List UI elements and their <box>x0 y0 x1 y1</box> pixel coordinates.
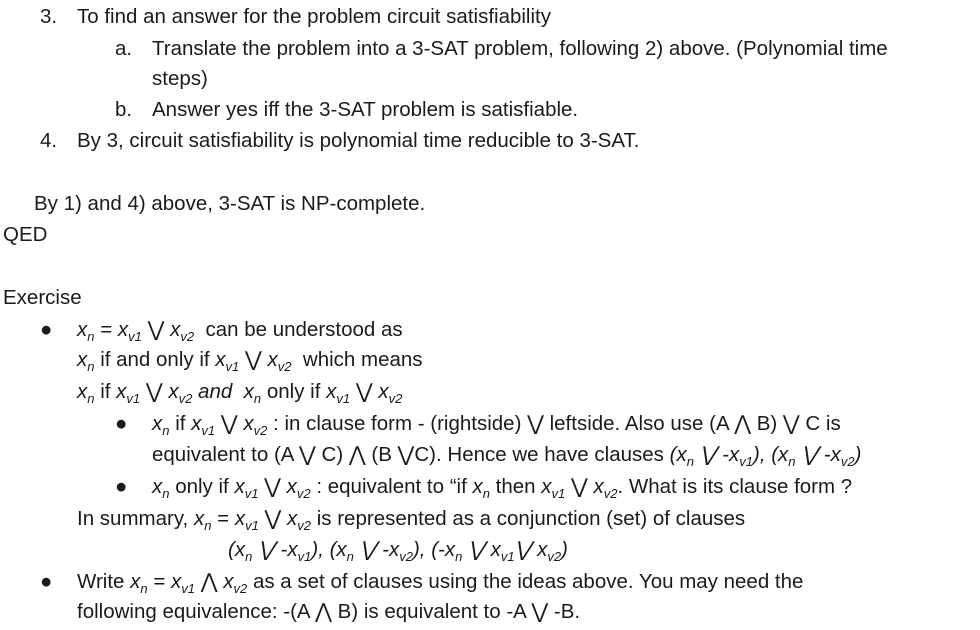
sub-bullet-dot: ● <box>115 475 128 498</box>
summary-clauses: ($x_n$ ⋁ $-x_{v1}$), ($x_n$ ⋁ $-x_{v2}$), ($-x_n$ ⋁ $x_{v1}⋁$ $x_{v2}$) <box>228 538 568 564</box>
bullet2-line1: Write $x_n = x_{v1}$ ⋀ $x_{v2}$ as a set of clauses using the ideas above. You may need the <box>77 570 804 596</box>
bullet1-line1: $x_n = x_{v1}$ ⋁ $x_{v2}$ can be understood as <box>77 318 403 344</box>
sub1-line2: equivalent to (A ⋁ C) ⋀ (B ⋁C). Hence we have clauses ($x_n$ ⋁ $-x_{v1}$), ($x_n$ ⋁ $-x_{v2}$) <box>152 443 862 469</box>
item-3a-label: a. <box>115 37 133 60</box>
item-3b-text: Answer yes iff the 3-SAT problem is satisfiable. <box>152 98 579 121</box>
item-3a-text-line2: steps) <box>152 67 208 90</box>
item-3b-label: b. <box>115 98 133 121</box>
sub2-line: $x_n$ only if $x_{v1}$ ⋁ $x_{v2}$ : equivalent to “if $x_n$ then $x_{v1}$ ⋁ $x_{v2}$. What is its clause form ? <box>152 475 853 501</box>
item-3a-text-line1: Translate the problem into a 3-SAT problem, following 2) above. (Polynomial time <box>152 37 888 60</box>
bullet-dot: ● <box>40 570 53 593</box>
sub-bullet-dot: ● <box>115 412 128 435</box>
summary-line: In summary, $x_n = x_{v1}$ ⋁ $x_{v2}$ is represented as a conjunction (set) of clauses <box>77 507 746 533</box>
item-4-number: 4. <box>40 129 58 152</box>
exercise-heading: Exercise <box>3 286 82 309</box>
bullet2-line2: following equivalence: -(A ⋀ B) is equivalent to -A ⋁ -B. <box>77 600 581 623</box>
item-4-text: By 3, circuit satisfiability is polynomial time reducible to 3-SAT. <box>77 129 640 152</box>
item-3-number: 3. <box>40 5 58 28</box>
sub1-line1: $x_n$ if $x_{v1}$ ⋁ $x_{v2}$ : in clause form - (rightside) ⋁ leftside. Also use (A ⋀ B) ⋁ C is <box>152 412 841 438</box>
item-3-text: To find an answer for the problem circuit satisfiability <box>77 5 551 28</box>
qed: QED <box>3 223 48 246</box>
bullet1-line3: $x_n$ if $x_{v1}$ ⋁ $x_{v2}$ and $x_n$ only if $x_{v1}$ ⋁ $x_{v2}$ <box>77 380 403 406</box>
bullet-dot: ● <box>40 318 53 341</box>
bullet1-line2: $x_n$ if and only if $x_{v1}$ ⋁ $x_{v2}$ which means <box>77 348 423 374</box>
conclusion: By 1) and 4) above, 3-SAT is NP-complete. <box>34 192 426 215</box>
